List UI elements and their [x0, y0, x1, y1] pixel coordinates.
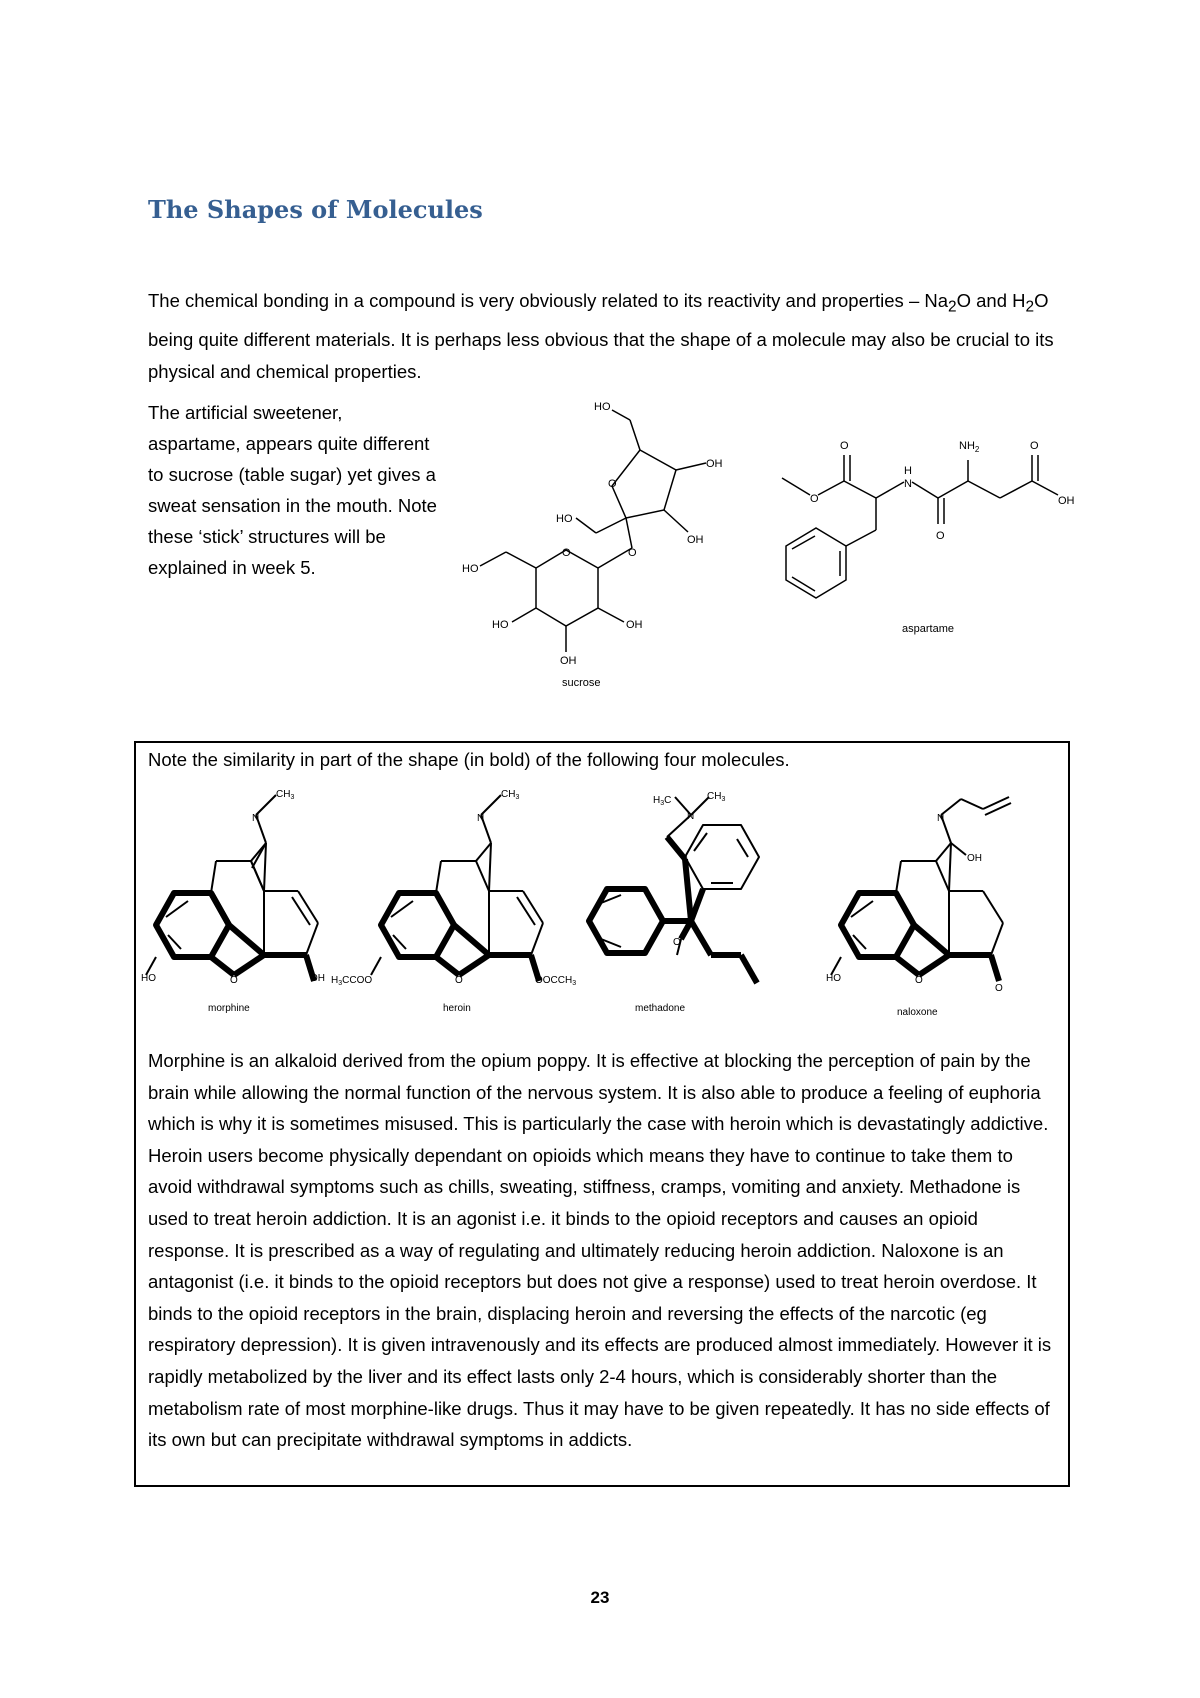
- aspartame-o-amide-label: O: [936, 530, 945, 542]
- aspartame-n-label: N: [904, 478, 912, 490]
- morphine-o-label: O: [230, 975, 238, 986]
- methadone-n-label: N: [687, 811, 695, 822]
- aspartame-name-label: aspartame: [902, 623, 954, 635]
- heroin-structure: [331, 789, 591, 1018]
- naloxone-keto-o-label: O: [995, 983, 1003, 994]
- methadone-h3c-label: $H_3C$: [653, 795, 672, 807]
- opioids-box: [134, 741, 1070, 1487]
- methadone-ch3-label: $CH_3$: [707, 791, 726, 803]
- sucrose-ho-mid-label: HO: [556, 513, 573, 525]
- naloxone-o-label: O: [915, 975, 923, 986]
- heroin-o-label: O: [455, 975, 463, 986]
- aspartame-o-methoxy-label: O: [810, 493, 819, 505]
- aspartame-h-label: H: [904, 465, 912, 477]
- methadone-name-label: methadone: [635, 1003, 686, 1014]
- heroin-name-label: heroin: [443, 1003, 471, 1014]
- aspartame-oh-label: OH: [1058, 495, 1075, 507]
- methadone-o-label: O: [673, 937, 681, 948]
- sucrose-oh-right-label: OH: [706, 458, 723, 470]
- sucrose-ho-top-label: HO: [594, 401, 611, 413]
- heroin-right-acetyl-label: $OOCCH_3$: [535, 975, 577, 987]
- naloxone-oh-label: OH: [967, 853, 982, 864]
- page-title: The Shapes of Molecules: [148, 195, 483, 224]
- heroin-ch3-label: $CH_3$: [501, 789, 520, 801]
- sucrose-oh-bottom-label: OH: [560, 655, 577, 667]
- naloxone-name-label: naloxone: [897, 1007, 938, 1018]
- aspartame-o-ester-label: O: [840, 440, 849, 452]
- sucrose-ho-bottom-left-label: HO: [492, 619, 509, 631]
- morphine-ho-label: HO: [141, 973, 156, 984]
- morphine-n-label: N: [252, 813, 260, 824]
- sucrose-name-label: sucrose: [562, 677, 601, 689]
- aspartame-o-acid-label: O: [1030, 440, 1039, 452]
- sucrose-structure: [455, 395, 723, 700]
- aspartame-nh2-label: $NH_2$: [959, 440, 980, 454]
- morphine-oh-label: OH: [310, 973, 325, 984]
- sucrose-furan-o-label: O: [608, 478, 617, 490]
- methadone-structure: [581, 793, 791, 1018]
- naloxone-n-label: N: [937, 813, 945, 824]
- heroin-left-acetyl-label: $H_3CCOO$: [331, 975, 373, 987]
- naloxone-ho-label: HO: [826, 973, 841, 984]
- heroin-n-label: N: [477, 813, 485, 824]
- morphine-name-label: morphine: [208, 1003, 250, 1014]
- morphine-ch3-label: $CH_3$: [276, 789, 295, 801]
- aspartame-structure: [770, 425, 1090, 640]
- sweetener-paragraph: The artificial sweetener, aspartame, appears quite different to sucrose (table sugar) yet gives a sweat sensation in the mouth. Note these ‘stick’ structures will be explained in week 5.: [148, 402, 437, 578]
- box-note: Note the similarity in part of the shape (in bold) of the following four molecules.: [148, 749, 790, 770]
- sucrose-link-o-label: O: [628, 547, 637, 559]
- sucrose-ho-left-label: HO: [462, 563, 479, 575]
- page-number: 23: [590, 1588, 610, 1607]
- sucrose-pyran-o-label: O: [562, 547, 571, 559]
- sucrose-oh-lower-label: OH: [687, 534, 704, 546]
- naloxone-structure: [826, 793, 1056, 1018]
- intro-paragraph: The chemical bonding in a compound is very obviously related to its reactivity and properties – $Na_2O$ and $H_2O$ being quite different materials. It is perhaps less obvious that the shape of a molecule may also be crucial to its physical and chemical properties.: [148, 290, 1054, 382]
- opioids-paragraph: Morphine is an alkaloid derived from the opium poppy. It is effective at blocking the perception of pain by the brain while allowing the normal function of the nervous system. It is also able to produce a feeling of euphoria which is why it is sometimes misused. This is particularly the case with heroin which is devastatingly addictive. Heroin users become physically dependant on opioids which means they have to continue to take them to avoid withdrawal symptoms such as chills, sweating, stiffness, cramps, vomiting and anxiety. Methadone is used to treat heroin addiction. It is an agonist i.e. it binds to the opioid receptors and causes an opioid response. It is prescribed as a way of regulating and ultimately reducing heroin addiction. Naloxone is an antagonist (i.e. it binds to the opioid receptors but does not give a response) used to treat heroin overdose. It binds to the opioid receptors in the brain, displacing heroin and reversing the effects of the narcotic (eg respiratory depression). It is given intravenously and its effects are produced almost immediately. However it is rapidly metabolized by the liver and its effect lasts only 2-4 hours, which is considerably shorter than the metabolism rate of most morphine-like drugs. Thus it may have to be given repeatedly. It has no side effects of its own but can precipitate withdrawal symptoms in addicts.: [148, 1050, 1052, 1451]
- sucrose-oh-bottom-right-label: OH: [626, 619, 643, 631]
